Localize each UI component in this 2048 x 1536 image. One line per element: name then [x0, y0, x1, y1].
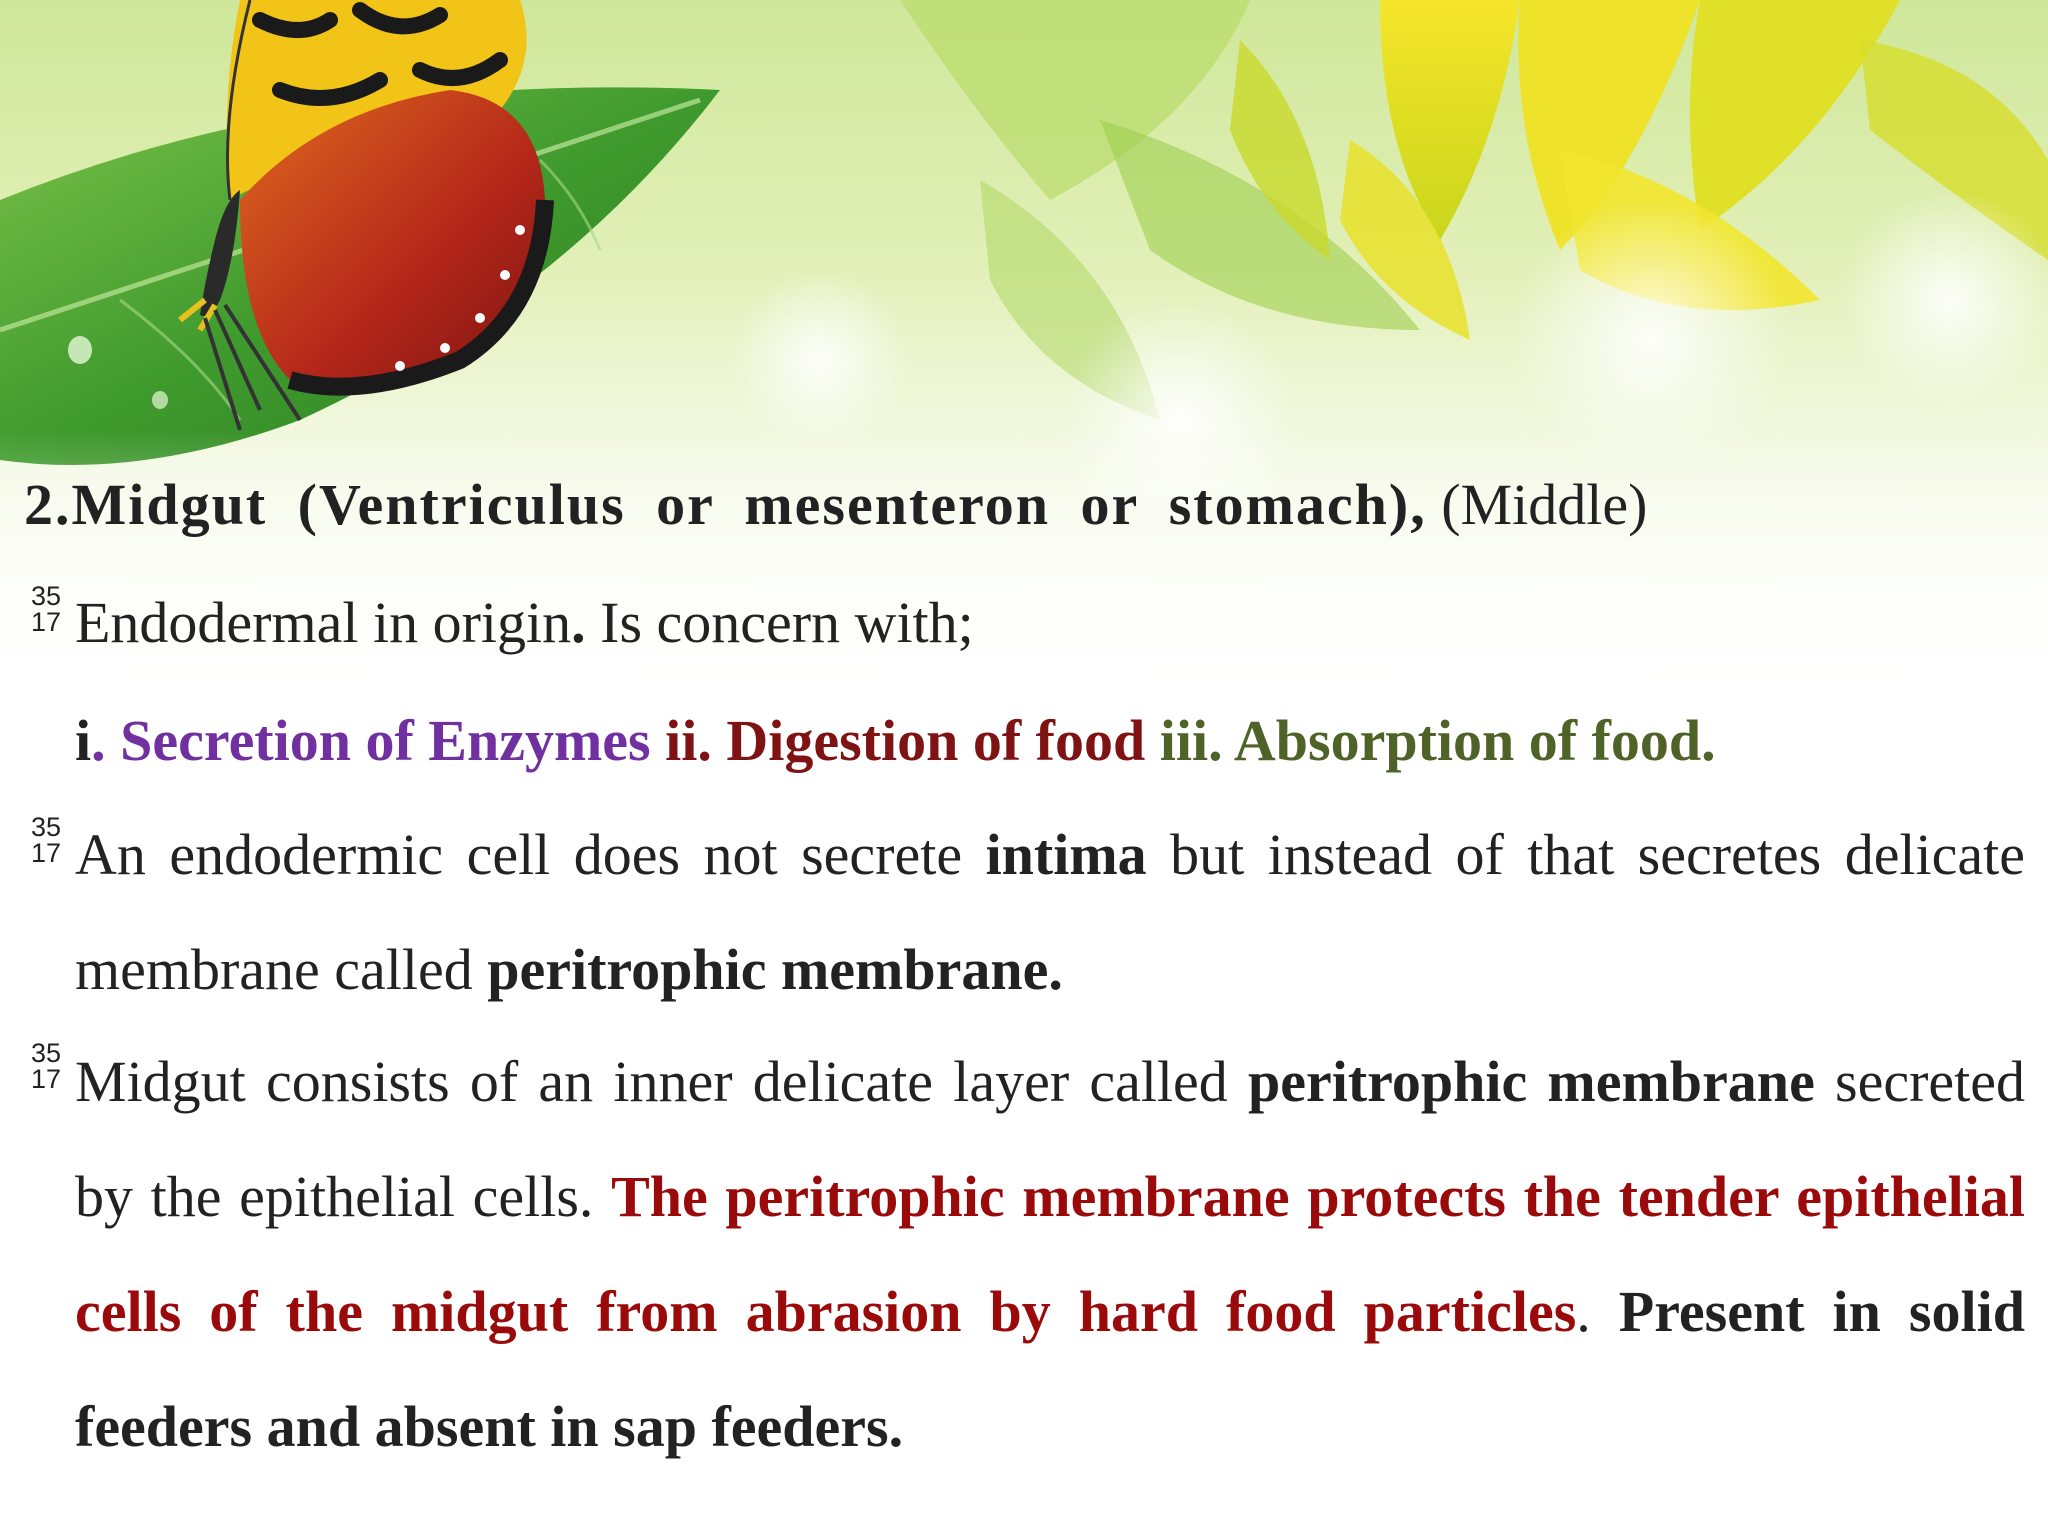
point3-bold-peritrophic: peritrophic membrane	[1248, 1049, 1815, 1114]
slide-heading	[24, 470, 2048, 540]
point2-text-a: An endodermic cell does not secrete	[75, 822, 986, 887]
point1-text-a: Endodermal in origin	[75, 590, 572, 655]
bullet-marker: 35 17	[30, 812, 62, 868]
point-endodermal	[75, 565, 2025, 680]
point1-text-b: .	[571, 590, 586, 655]
point3-text-c: .	[1576, 1279, 1619, 1344]
point2-bold-peritrophic: peritrophic membrane.	[487, 937, 1063, 1002]
point2-text-b: but instead of that secretes delicate membrane called	[75, 822, 2026, 1002]
point2-bold-intima: intima	[985, 822, 1147, 887]
bullet-marker: 35 17	[30, 1038, 62, 1094]
point3-text-a: Midgut consists of an inner delicate layer called	[75, 1049, 1248, 1114]
function-secretion: . Secretion of Enzymes	[91, 708, 651, 773]
function-digestion: ii. Digestion of food	[650, 708, 1146, 773]
point1-text-c: Is concern with;	[585, 590, 974, 655]
point3-red-protection: The peritrophic membrane protects the tender epithelial cells of the midgut from abrasion by hard food particles	[75, 1164, 2026, 1344]
heading-plain-text: (Middle)	[1426, 472, 1648, 537]
heading-bold-text: 2.Midgut (Ventriculus or mesenteron or stomach),	[24, 472, 1427, 537]
point-midgut-layer	[75, 1024, 2025, 1484]
bullet-marker: 35 17	[30, 581, 62, 637]
functions-line	[75, 683, 2025, 798]
point3-text-b: secreted by the epithelial cells.	[75, 1049, 2025, 1229]
point-endodermic-cell	[75, 797, 2025, 1027]
function-i-label: i	[75, 708, 92, 773]
point3-bold-feeders: Present in solid feeders and absent in sap feeders.	[75, 1279, 2025, 1459]
function-absorption: iii. Absorption of food.	[1145, 708, 1716, 773]
